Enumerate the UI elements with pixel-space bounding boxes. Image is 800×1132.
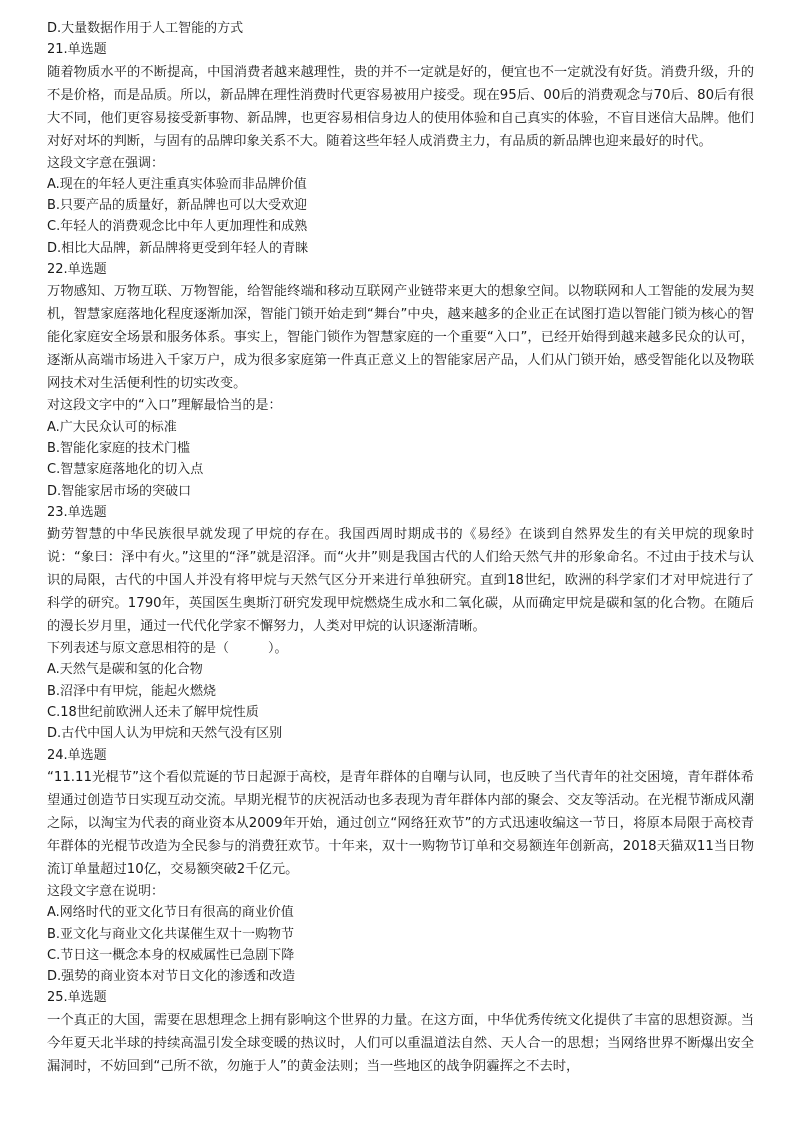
question-number: 23.单选题 xyxy=(47,504,107,520)
question-prompt: 对这段文字中的“入口”理解最恰当的是： xyxy=(47,398,282,414)
question-21 xyxy=(47,39,754,259)
option-a[interactable]: A.网络时代的亚文化节日有很高的商业价值 xyxy=(47,905,294,921)
question-24 xyxy=(47,745,754,988)
question-25 xyxy=(47,987,754,1077)
option-b[interactable]: B.只要产品的质量好，新品牌也可以大受欢迎 xyxy=(47,198,308,214)
option-b[interactable]: B.沼泽中有甲烷，能起火燃烧 xyxy=(47,683,217,699)
question-number: 22.单选题 xyxy=(47,262,107,278)
option-a[interactable]: A.广大民众认可的标准 xyxy=(47,419,177,435)
option-b[interactable]: B.智能化家庭的技术门槛 xyxy=(47,440,191,456)
option-a[interactable]: A.现在的年轻人更注重真实体验而非品牌价值 xyxy=(47,176,307,192)
option-c[interactable]: C.智慧家庭落地化的切入点 xyxy=(47,462,204,478)
question-passage: 万物感知、万物互联、万物智能，给智能终端和移动互联网产业链带来更大的想象空间。以物联网和人工智能的发展为契机，智慧家庭落地化程度逐渐加深，智能门锁开始走到“舞台”中央，越来越多的企业正在试图打造以智能门锁为核心的智能化家庭安全场景和服务体系。事实上，智能门锁作为智慧家庭的一个重要“入口”，已经开始得到越来越多民众的认可，逐渐从高端市场进入千家万户，成为很多家庭第一件真正意义上的智能家居产品，人们从门锁开始，感受智能化以及物联网技术对生活便利性的切实改变。 xyxy=(47,284,754,392)
option-a[interactable]: A.天然气是碳和氢的化合物 xyxy=(47,662,203,678)
question-prompt: 下列表述与原文意思相符的是（ ）。 xyxy=(47,641,288,657)
question-22 xyxy=(47,259,754,502)
option-d[interactable]: D.智能家居市场的突破口 xyxy=(47,483,192,499)
option-c[interactable]: C.年轻人的消费观念比中年人更加理性和成熟 xyxy=(47,219,308,235)
option-b[interactable]: B.亚文化与商业文化共谋催生双十一购物节 xyxy=(47,926,295,942)
question-prompt: 这段文字意在强调： xyxy=(47,155,165,171)
option-top-d: D.大量数据作用于人工智能的方式 xyxy=(47,21,244,36)
option-d[interactable]: D.古代中国人认为甲烷和天然气没有区别 xyxy=(47,726,283,742)
question-passage: “11.11光棍节”这个看似荒诞的节日起源于高校，是青年群体的自嘲与认同，也反映了当代青年的社交困境，青年群体希望通过创造节日实现互动交流。早期光棍节的庆祝活动也多表现为青年群体内部的聚会、交友等活动。在光棍节渐成风潮之际，以淘宝为代表的商业资本从2009年开始，通过创立“网络狂欢节”的方式迅速收编这一节日，将原本局限于高校青年群体的光棍节改造为全民参与的消费狂欢节。十年来，双十一购物节订单和交易额连年创新高，2018天猫双11当日物流订单量超过10亿，交易额突破2千亿元。 xyxy=(47,769,754,877)
question-23 xyxy=(47,502,754,745)
option-c[interactable]: C.节日这一概念本身的权威属性已急剧下降 xyxy=(47,947,295,963)
option-d[interactable]: D.强势的商业资本对节日文化的渗透和改造 xyxy=(47,969,296,985)
question-number: 24.单选题 xyxy=(47,747,107,763)
question-passage: 勤劳智慧的中华民族很早就发现了甲烷的存在。我国西周时期成书的《易经》在谈到自然界发生的有关甲烷的现象时说：“象曰：泽中有火。”这里的“泽”就是沼泽。而“火井”则是我国古代的人们给天然气井的形象命名。不过由于技术与认识的局限，古代的中国人并没有将甲烷与天然气区分开来进行单独研究。直到18世纪，欧洲的科学家们才对甲烷进行了科学的研究。1790年，英国医生奥斯汀研究发现甲烷燃烧生成水和二氧化碳，从而确定甲烷是碳和氢的化合物。在随后的漫长岁月里，通过一代代化学家不懈努力，人类对甲烷的认识逐渐清晰。 xyxy=(47,527,754,635)
question-number: 21.单选题 xyxy=(47,42,107,58)
question-number: 25.单选题 xyxy=(47,990,107,1006)
question-passage: 随着物质水平的不断提高，中国消费者越来越理性，贵的并不一定就是好的，便宜也不一定就没有好货。消费升级，升的不是价格，而是品质。所以，新品牌在理性消费时代更容易被用户接受。现在95后、00后的消费观念与70后、80后有很大不同，他们更容易接受新事物、新品牌，也更容易相信身边人的使用体验和自己真实的体验，不盲目迷信大品牌。他们对好对坏的判断，与固有的品牌印象关系不大。随着这些年轻人成消费主力，有品质的新品牌也迎来最好的时代。 xyxy=(47,64,754,149)
option-d[interactable]: D.相比大品牌，新品牌将更受到年轻人的青睐 xyxy=(47,240,309,256)
question-passage: 一个真正的大国，需要在思想理念上拥有影响这个世界的力量。在这方面，中华优秀传统文化提供了丰富的思想资源。当今年夏天北半球的持续高温引发全球变暖的热议时，人们可以重温道法自然、天人合一的思想；当网络世界不断爆出安全漏洞时，不妨回到“己所不欲，勿施于人”的黄金法则；当一些地区的战争阴霾挥之不去时， xyxy=(47,1012,754,1074)
option-c[interactable]: C.18世纪前欧洲人还未了解甲烷性质 xyxy=(47,705,259,721)
question-prompt: 这段文字意在说明： xyxy=(47,883,165,899)
